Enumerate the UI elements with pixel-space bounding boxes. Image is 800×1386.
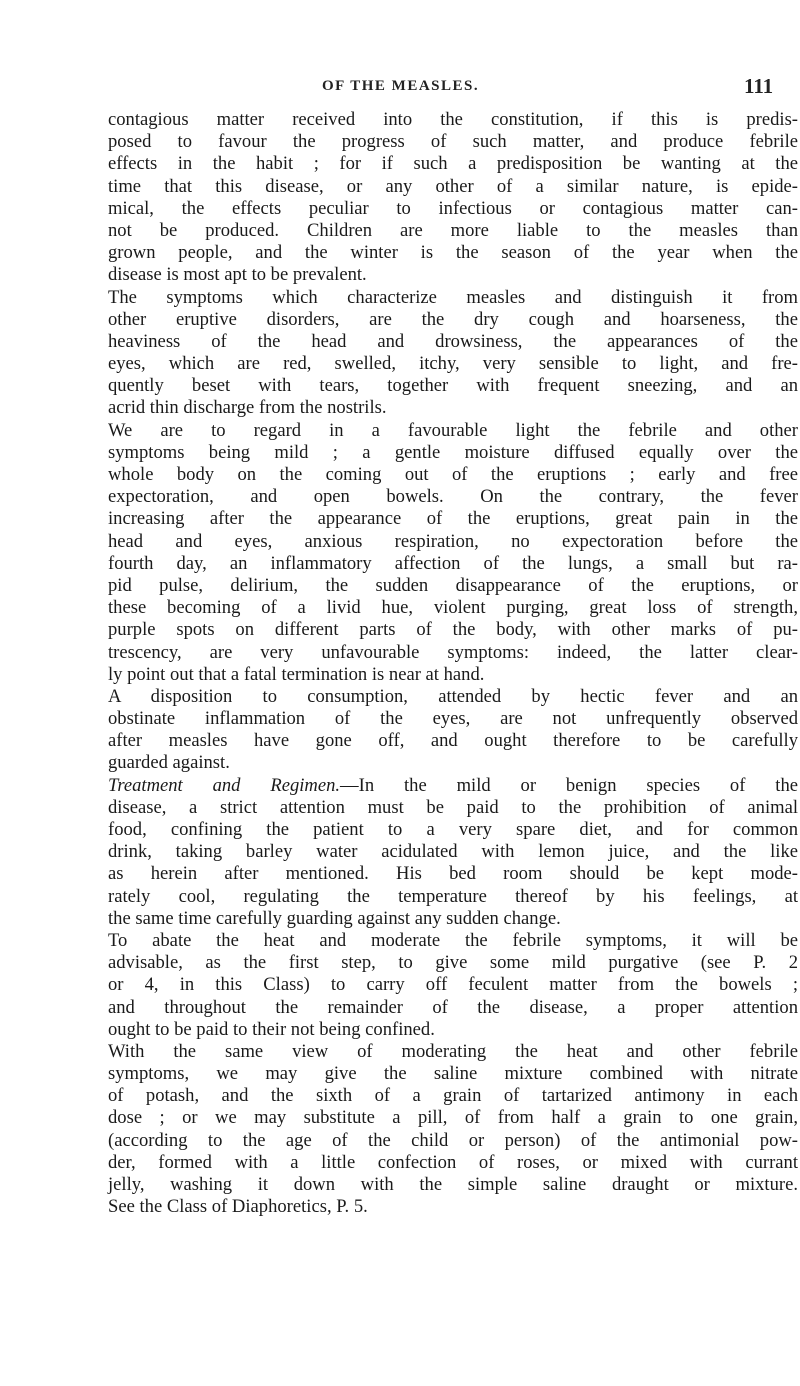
text-line: time that this disease, or any other of a similar nature, is epide- <box>108 175 798 197</box>
text-line: With the same view of moderating the heat and other febrile <box>108 1040 798 1062</box>
text-line: expectoration, and open bowels. On the contrary, the fever <box>108 486 798 508</box>
text-line: as herein after mentioned. His bed room should be kept mode- <box>108 863 798 885</box>
body-text <box>108 109 798 1218</box>
text-line: disease is most apt to be prevalent. <box>108 264 367 286</box>
text-line: advisable, as the first step, to give some mild purgative (see P. 2 <box>108 952 798 974</box>
text-line: ought to be paid to their not being confined. <box>108 1018 435 1040</box>
text-line: fourth day, an inflammatory affection of the lungs, a small but ra- <box>108 552 798 574</box>
text-line: eyes, which are red, swelled, itchy, very sensible to light, and fre- <box>108 353 798 375</box>
running-head <box>0 74 800 104</box>
text-line: acrid thin discharge from the nostrils. <box>108 397 387 419</box>
text-line: symptoms, we may give the saline mixture combined with nitrate <box>108 1063 798 1085</box>
text-line: not be produced. Children are more liable to the measles than <box>108 219 798 241</box>
text-line: ly point out that a fatal termination is near at hand. <box>108 663 485 685</box>
text-line: dose ; or we may substitute a pill, of from half a grain to one grain, <box>108 1107 798 1129</box>
text-line: rately cool, regulating the temperature thereof by his feelings, at <box>108 885 798 907</box>
text-line: jelly, washing it down with the simple saline draught or mixture. <box>108 1174 798 1195</box>
text-line: after measles have gone off, and ought therefore to be carefully <box>108 730 798 752</box>
text-line: of potash, and the sixth of a grain of tartarized antimony in each <box>108 1085 798 1107</box>
text-line: (according to the age of the child or person) of the antimonial pow- <box>108 1129 798 1151</box>
section-heading: Treatment and Regimen. <box>108 774 341 796</box>
text-line: posed to favour the progress of such matter, and produce febrile <box>108 131 798 153</box>
text-line: To abate the heat and moderate the febrile symptoms, it will be <box>108 929 798 951</box>
text-line: symptoms being mild ; a gentle moisture diffused equally over the <box>108 441 798 463</box>
text-line: disease, a strict attention must be paid to the prohibition of animal <box>108 796 798 818</box>
text-line: the same time carefully guarding against any sudden change. <box>108 907 561 929</box>
text-line: food, confining the patient to a very spare diet, and for common <box>108 819 798 840</box>
text-line: whole body on the coming out of the eruptions ; early and free <box>108 464 798 485</box>
text-line: other eruptive disorders, are the dry cough and hoarseness, the <box>108 308 798 330</box>
text-line: obstinate inflammation of the eyes, are not unfrequently observed <box>108 708 798 730</box>
text-line: quently beset with tears, together with frequent sneezing, and an <box>108 375 798 397</box>
text-line: The symptoms which characterize measles and distinguish it from <box>108 286 798 308</box>
text-line: and throughout the remainder of the disease, a proper attention <box>108 996 798 1018</box>
text-line: head and eyes, anxious respiration, no expectoration before the <box>108 530 798 552</box>
text-line: der, formed with a little confection of roses, or mixed with currant <box>108 1151 798 1173</box>
page-number: 111 <box>744 74 774 98</box>
text-line: purple spots on different parts of the body, with other marks of pu- <box>108 619 798 641</box>
text-line: Treatment and Regimen.—In the mild or benign species of the <box>108 774 798 796</box>
text-line: mical, the effects peculiar to infectious or contagious matter can- <box>108 197 798 219</box>
text-line: A disposition to consumption, attended by hectic fever and an <box>108 685 798 707</box>
text-line: or 4, in this Class) to carry off feculent matter from the bowels ; <box>108 974 798 996</box>
text-line: We are to regard in a favourable light the febrile and other <box>108 419 798 441</box>
text-line: See the Class of Diaphoretics, P. 5. <box>108 1196 368 1218</box>
text-line: trescency, are very unfavourable symptoms: indeed, the latter clear- <box>108 641 798 663</box>
text-line: heaviness of the head and drowsiness, the appearances of the <box>108 330 798 352</box>
text-line: contagious matter received into the constitution, if this is predis- <box>108 109 798 130</box>
text-line: effects in the habit ; for if such a predisposition be wanting at the <box>108 153 798 175</box>
running-title: OF THE MEASLES. <box>322 78 480 94</box>
text-line: drink, taking barley water acidulated with lemon juice, and the like <box>108 841 798 863</box>
text-line: guarded against. <box>108 752 230 774</box>
text-line: pid pulse, delirium, the sudden disappearance of the eruptions, or <box>108 574 798 596</box>
text-line: increasing after the appearance of the eruptions, great pain in the <box>108 508 798 530</box>
text-line: grown people, and the winter is the season of the year when the <box>108 242 798 264</box>
text-line: these becoming of a livid hue, violent purging, great loss of strength, <box>108 597 798 619</box>
